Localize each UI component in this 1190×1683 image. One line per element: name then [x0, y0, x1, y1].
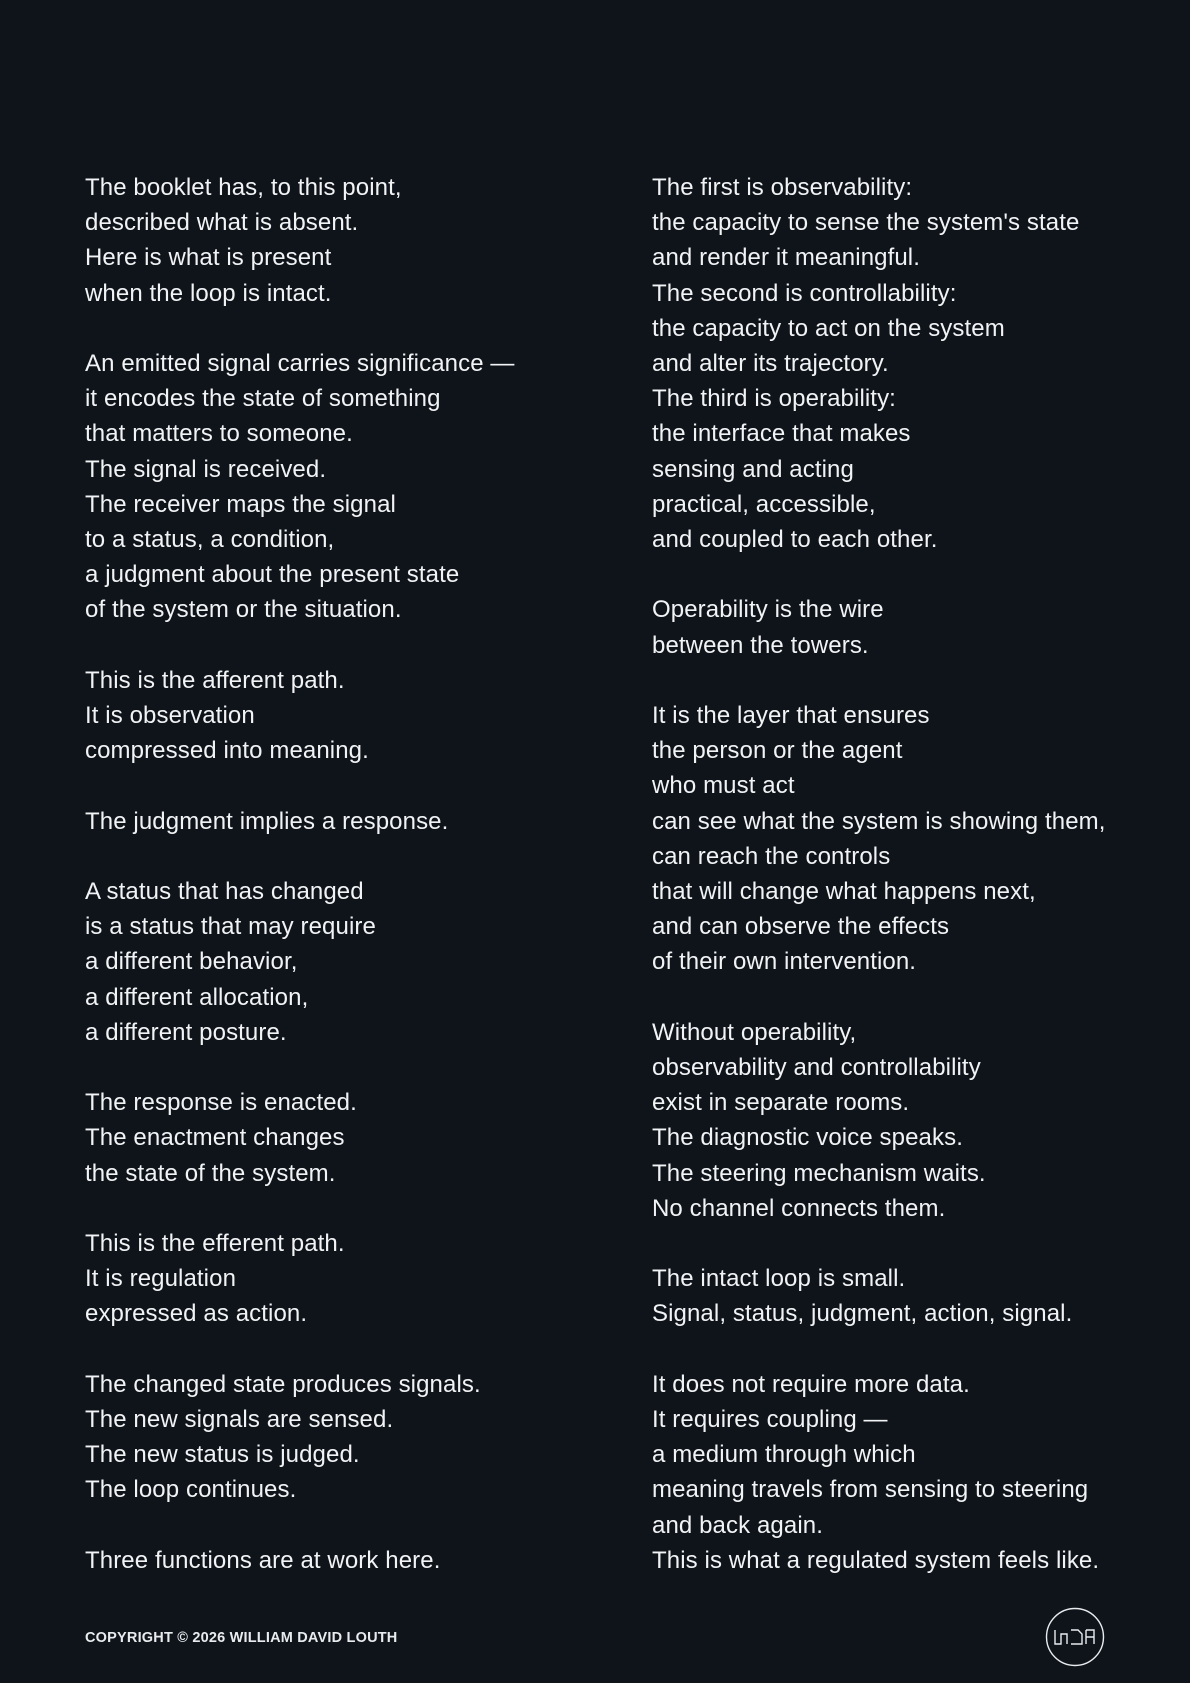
text-line: It is observation	[85, 702, 255, 730]
text-line: of the system or the situation.	[85, 596, 402, 624]
text-line: Operability is the wire	[652, 596, 884, 624]
text-line: to a status, a condition,	[85, 526, 335, 554]
text-line: This is the afferent path.	[85, 666, 345, 694]
text-line: between the towers.	[652, 631, 869, 659]
stanza	[85, 1226, 625, 1332]
text-line: The diagnostic voice speaks.	[652, 1124, 963, 1152]
text-line: that will change what happens next,	[652, 878, 1036, 906]
text-line: a medium through which	[652, 1441, 916, 1469]
text-line: The new signals are sensed.	[85, 1406, 394, 1433]
text-line: who must act	[652, 772, 795, 800]
stanza	[85, 1543, 625, 1578]
text-line: and can observe the effects	[652, 913, 950, 941]
stanza	[652, 1261, 1172, 1331]
stanza	[652, 1367, 1172, 1578]
text-line: the interface that makes	[652, 420, 911, 448]
stanza	[85, 874, 625, 1050]
text-line: can reach the controls	[652, 842, 891, 870]
stanza	[652, 1015, 1172, 1226]
text-line: observability and controllability	[652, 1054, 981, 1082]
text-line: Signal, status, judgment, action, signal.	[652, 1300, 1073, 1328]
left-text-column	[85, 170, 625, 1578]
stanza	[85, 804, 625, 839]
text-line: The response is enacted.	[85, 1089, 357, 1117]
text-line: The changed state produces signals.	[85, 1370, 481, 1398]
text-line: a different allocation,	[85, 983, 309, 1011]
text-line: sensing and acting	[652, 455, 854, 483]
text-line: and alter its trajectory.	[652, 350, 889, 378]
text-line: It does not require more data.	[652, 1370, 970, 1398]
text-line: and back again.	[652, 1511, 823, 1539]
text-line: The second is controllability:	[652, 279, 957, 307]
text-line: exist in separate rooms.	[652, 1089, 910, 1117]
text-line: a different posture.	[85, 1018, 287, 1046]
wdl-monogram-icon	[1045, 1607, 1105, 1667]
text-line: An emitted signal carries significance —	[85, 350, 515, 377]
stanza	[85, 1085, 625, 1191]
stanza	[652, 170, 1172, 557]
stanza	[652, 698, 1172, 980]
text-line: The loop continues.	[85, 1476, 297, 1504]
text-line: and render it meaningful.	[652, 244, 920, 272]
text-line: Without operability,	[652, 1018, 857, 1046]
text-line: is a status that may require	[85, 913, 376, 941]
text-line: meaning travels from sensing to steering	[652, 1476, 1089, 1504]
stanza	[85, 170, 625, 311]
text-line: that matters to someone.	[85, 420, 353, 448]
text-line: the capacity to act on the system	[652, 314, 1005, 342]
text-line: The third is operability:	[652, 385, 896, 413]
stanza	[85, 346, 625, 628]
text-line: a judgment about the present state	[85, 561, 460, 589]
text-line: the state of the system.	[85, 1159, 336, 1187]
text-line: can see what the system is showing them,	[652, 807, 1106, 835]
text-line: when the loop is intact.	[85, 279, 332, 307]
text-line: It requires coupling —	[652, 1406, 888, 1434]
text-line: This is what a regulated system feels like.	[652, 1546, 1100, 1574]
stanza	[85, 663, 625, 769]
text-line: a different behavior,	[85, 948, 298, 976]
text-line: described what is absent.	[85, 209, 359, 237]
text-line: A status that has changed	[85, 878, 364, 905]
text-line: It is regulation	[85, 1265, 237, 1293]
text-line: of their own intervention.	[652, 948, 917, 976]
copyright-notice: COPYRIGHT © 2026 WILLIAM DAVID LOUTH	[85, 1630, 398, 1646]
text-line: The signal is received.	[85, 455, 327, 483]
text-line: The enactment changes	[85, 1124, 345, 1152]
text-line: practical, accessible,	[652, 490, 876, 518]
text-line: It is the layer that ensures	[652, 702, 930, 730]
text-line: The judgment implies a response.	[85, 807, 449, 835]
text-line: The new status is judged.	[85, 1441, 360, 1469]
stanza	[652, 592, 1172, 662]
text-line: The booklet has, to this point,	[85, 174, 402, 201]
text-line: No channel connects them.	[652, 1194, 946, 1222]
text-line: Here is what is present	[85, 244, 332, 272]
text-line: The first is observability:	[652, 174, 913, 201]
text-line: The receiver maps the signal	[85, 490, 396, 518]
text-line: expressed as action.	[85, 1300, 308, 1328]
text-line: the capacity to sense the system's state	[652, 209, 1080, 237]
text-line: compressed into meaning.	[85, 737, 369, 765]
text-line: and coupled to each other.	[652, 526, 938, 554]
text-line: the person or the agent	[652, 737, 903, 765]
text-line: This is the efferent path.	[85, 1230, 345, 1257]
text-line: it encodes the state of something	[85, 385, 441, 413]
text-line: Three functions are at work here.	[85, 1546, 441, 1574]
stanza	[85, 1367, 625, 1508]
text-line: The intact loop is small.	[652, 1265, 906, 1293]
right-text-column	[652, 170, 1172, 1578]
text-line: The steering mechanism waits.	[652, 1159, 986, 1187]
